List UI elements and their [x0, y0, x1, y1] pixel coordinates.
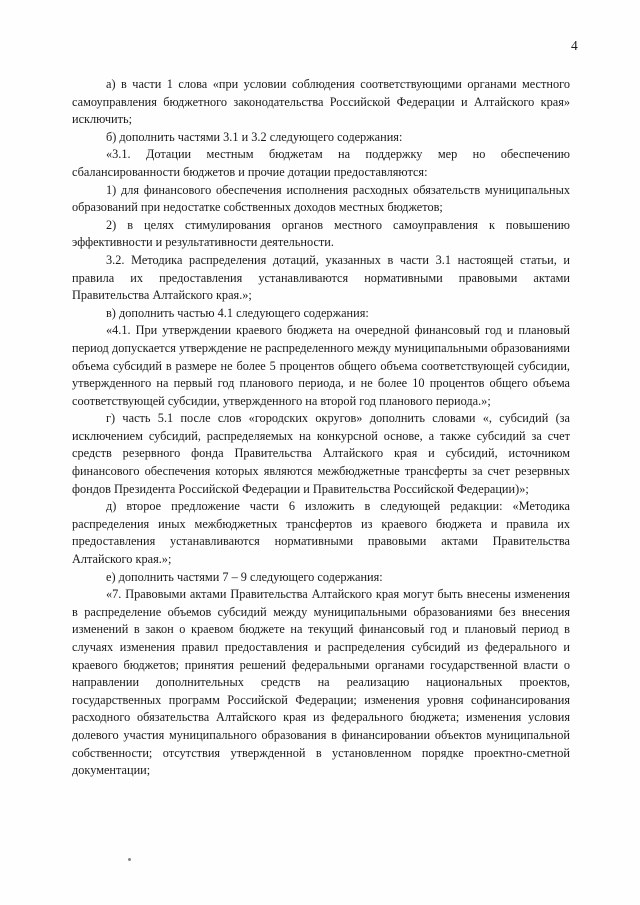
- paragraph: «4.1. При утверждении краевого бюджета на очередной финансовый год и плановый период допускается утверждение не распределенного между муниципальными образованиями объема субсидий в размере не более 5 процентов общего объема соответствующей субсидии, утвержденного на первый год планового периода, и не более 10 процентов общего объема соответствующей субсидии, утвержденного на второй год планового периода.»;: [72, 323, 570, 408]
- paragraph: б) дополнить частями 3.1 и 3.2 следующего содержания:: [106, 129, 403, 144]
- paragraph: 2) в целях стимулирования органов местного самоуправления к повышению эффективности и результативности деятельности.: [72, 217, 570, 250]
- paragraph: а) в части 1 слова «при условии соблюдения соответствующими органами местного самоуправления бюджетного законодательства Российской Федерации и Алтайского края» исключить;: [72, 77, 570, 127]
- paragraph: в) дополнить частью 4.1 следующего содержания:: [106, 305, 369, 320]
- paragraph: «7. Правовыми актами Правительства Алтайского края могут быть внесены изменения в распределение объемов субсидий между муниципальными образованиями без внесения изменений в закон о краевом бюджете на текущий финансовый год и плановый период в случаях изменения правил предоставления и распределения субсидий из федерального и краевого бюджетов; принятия решений федеральными органами государственной власти о направлении дополнительных средств на реализацию национальных проектов, государственных программ Российской Федерации; изменения уровня софинансирования расходного обязательства Алтайского края из федерального бюджета; изменения условия долевого участия муниципального образования в финансировании объектов муниципальной собственности; отсутствия утвержденной в установленном порядке проектно-сметной документации;: [72, 587, 570, 778]
- paragraph: е) дополнить частями 7 – 9 следующего содержания:: [106, 569, 383, 584]
- paragraph: «3.1. Дотации местным бюджетам на поддержку мер но обеспечению сбалансированности бюджетов и прочие дотации предоставляются:: [72, 147, 570, 179]
- paragraph: 1) для финансового обеспечения исполнения расходных обязательств муниципальных образований при недостатке собственных доходов местных бюджетов;: [72, 182, 570, 215]
- paragraph: 3.2. Методика распределения дотаций, указанных в части 3.1 настоящей статьи, и правила их предоставления устанавливаются нормативными правовыми актами Правительства Алтайского края.»;: [72, 252, 570, 303]
- document-body: [72, 76, 570, 780]
- page-number: 4: [571, 38, 578, 53]
- paragraph: д) второе предложение части 6 изложить в следующей редакции: «Методика распределения иных межбюджетных трансфертов из краевого бюджета и правила их предоставления устанавливаются нормативными правовыми актами Правительства Алтайского края.»;: [72, 499, 570, 567]
- page-mark-icon: [128, 858, 131, 861]
- paragraph: г) часть 5.1 после слов «городских округов» дополнить словами «, субсидий (за исключением субсидий, распределяемых на конкурсной основе, а также субсидий за счет средств резервного фонда Правительства Алтайского края и субсидий, источником финансового обеспечения которых являются межбюджетные трансферты за счет резервных фондов Президента Российской Федерации и Правительства Российской Федерации)»;: [72, 411, 570, 496]
